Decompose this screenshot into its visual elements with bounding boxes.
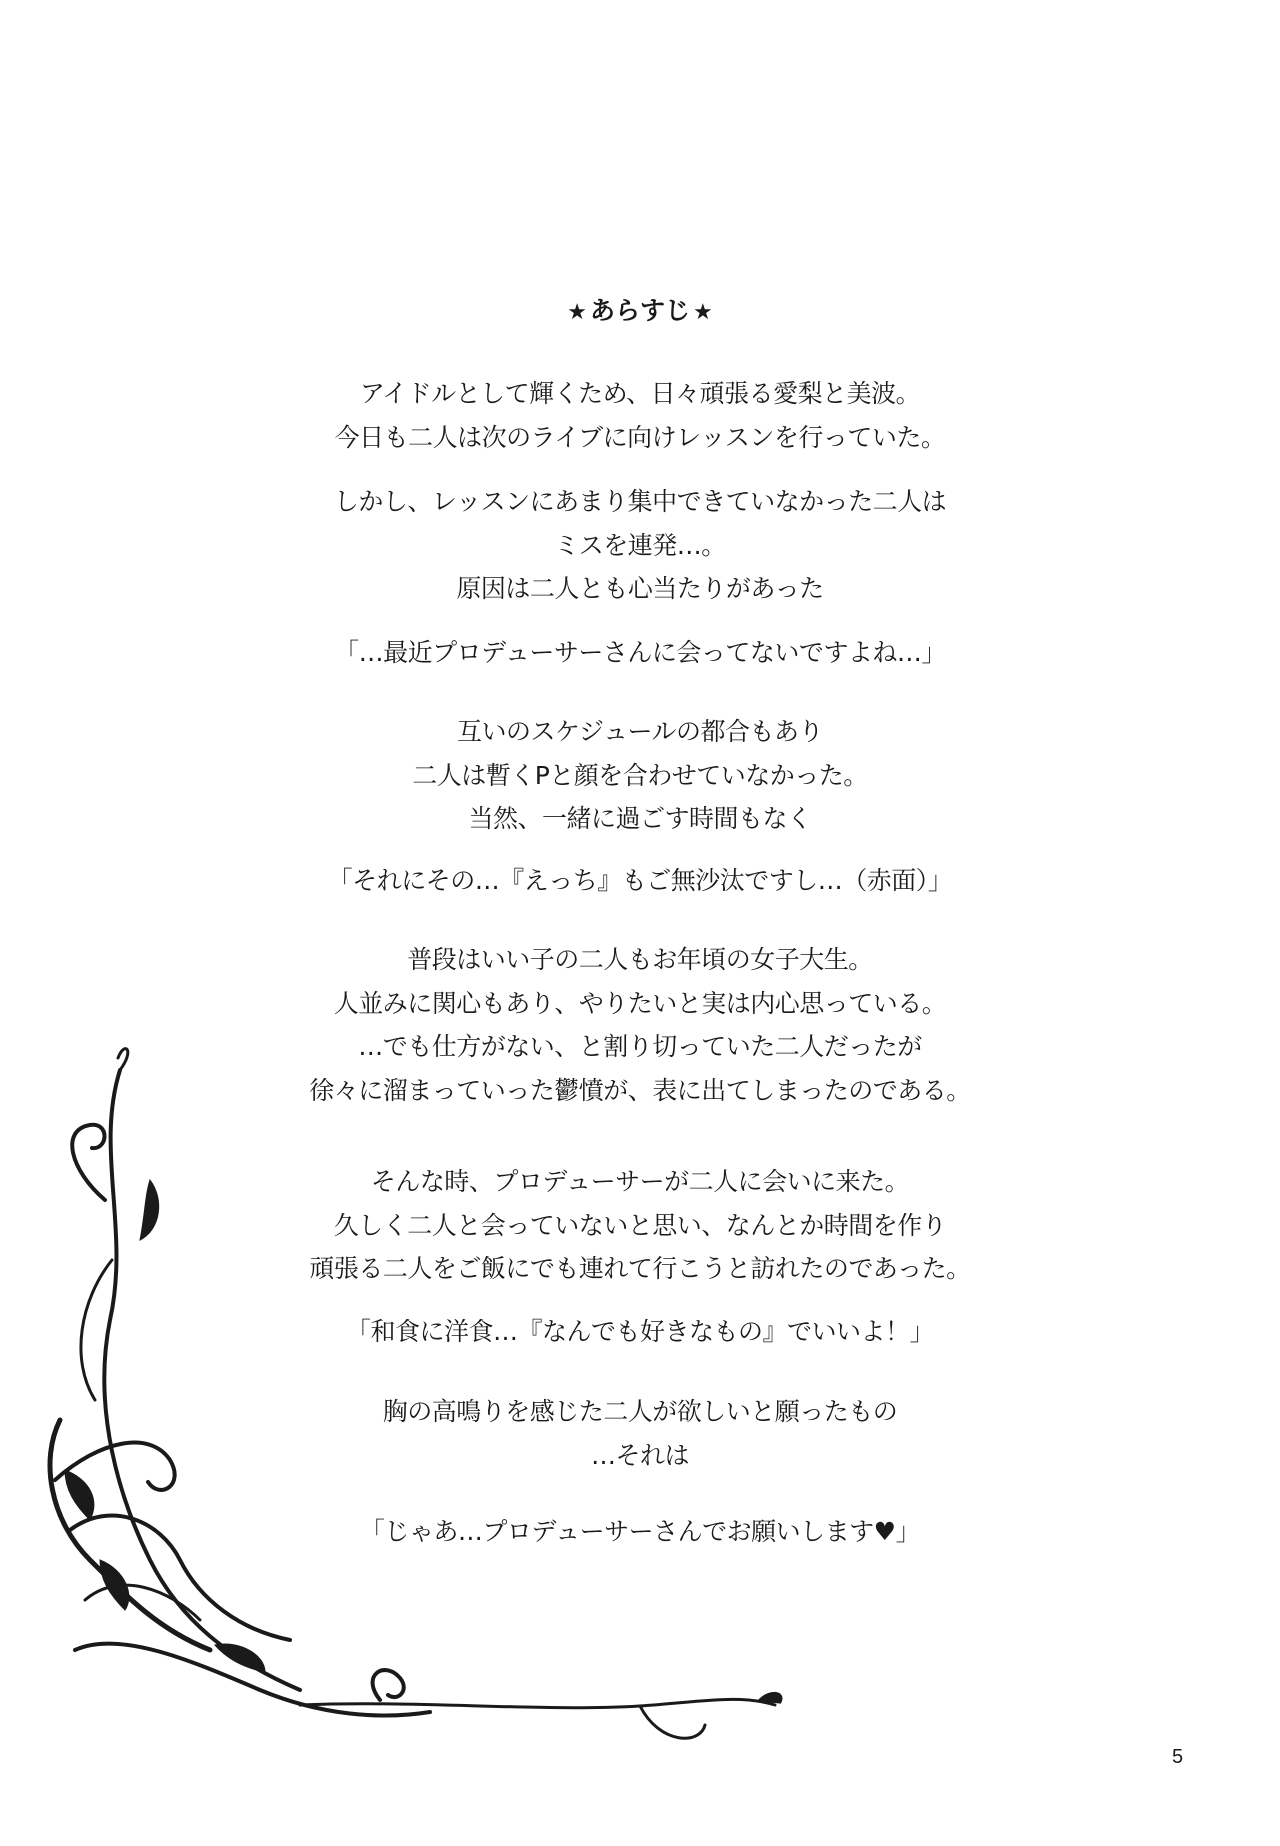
paragraph-10 <box>240 1510 1040 1554</box>
text-line: 原因は二人とも心当たりがあった <box>456 574 824 603</box>
text-line: 徐々に溜まっていった鬱憤が、表に出てしまったのである。 <box>309 1075 971 1105</box>
text-line: 今日も二人は次のライブに向けレッスンを行っていた。 <box>334 422 946 452</box>
text-line: そんな時、プロデューサーが二人に会いに来た。 <box>370 1167 910 1196</box>
text-line: 二人は暫くPと顔を合わせていなかった。 <box>412 760 868 790</box>
paragraph-6 <box>240 938 1040 1112</box>
text-line: 普段はいい子の二人もお年頃の女子大生。 <box>407 945 873 974</box>
paragraph-2 <box>240 480 1040 611</box>
star-right-icon: ★ <box>693 300 713 325</box>
text-line: 頑張る二人をご飯にでも連れて行こうと訪れたのであった。 <box>309 1254 971 1283</box>
text-line: 人並みに関心もあり、やりたいと実は内心思っている。 <box>333 988 947 1018</box>
paragraph-3 <box>240 631 1040 675</box>
text-line: 胸の高鳴りを感じた二人が欲しいと願ったもの <box>382 1397 898 1426</box>
paragraph-7 <box>240 1160 1040 1291</box>
paragraph-5 <box>240 859 1040 903</box>
text-line: …それは <box>590 1440 689 1470</box>
text-line: 久しく二人と会っていないと思い、なんとか時間を作り <box>333 1210 947 1240</box>
paragraph-8 <box>240 1310 1040 1354</box>
text-line: ミスを連発…。 <box>554 530 726 560</box>
text-line: 「じゃあ…プロデューサーさんでお願いします♥」 <box>359 1517 921 1546</box>
text-line: 「和食に洋食…『なんでも好きなもの』でいいよ！」 <box>345 1317 934 1346</box>
text-line: しかし、レッスンにあまり集中できていなかった二人は <box>333 487 947 516</box>
paragraph-1 <box>240 372 1040 459</box>
synopsis-heading <box>0 293 1280 331</box>
paragraph-4 <box>240 710 1040 841</box>
text-line: …でも仕方がない、と割り切っていた二人だったが <box>358 1032 922 1061</box>
text-line: 「…最近プロデューサーさんに会ってないですよね…」 <box>334 638 946 667</box>
text-line: 当然、一緒に過ごす時間もなく <box>468 804 812 833</box>
text-line: 「それにその…『えっち』もご無沙汰ですし…（赤面）」 <box>327 866 953 895</box>
heading-title: あらすじ <box>589 296 690 325</box>
page-number: 5 <box>1172 1746 1184 1768</box>
paragraph-9 <box>240 1390 1040 1477</box>
text-line: 互いのスケジュールの都合もあり <box>456 717 823 746</box>
text-line: アイドルとして輝くため、日々頑張る愛梨と美波。 <box>359 379 921 408</box>
star-left-icon: ★ <box>567 300 587 325</box>
